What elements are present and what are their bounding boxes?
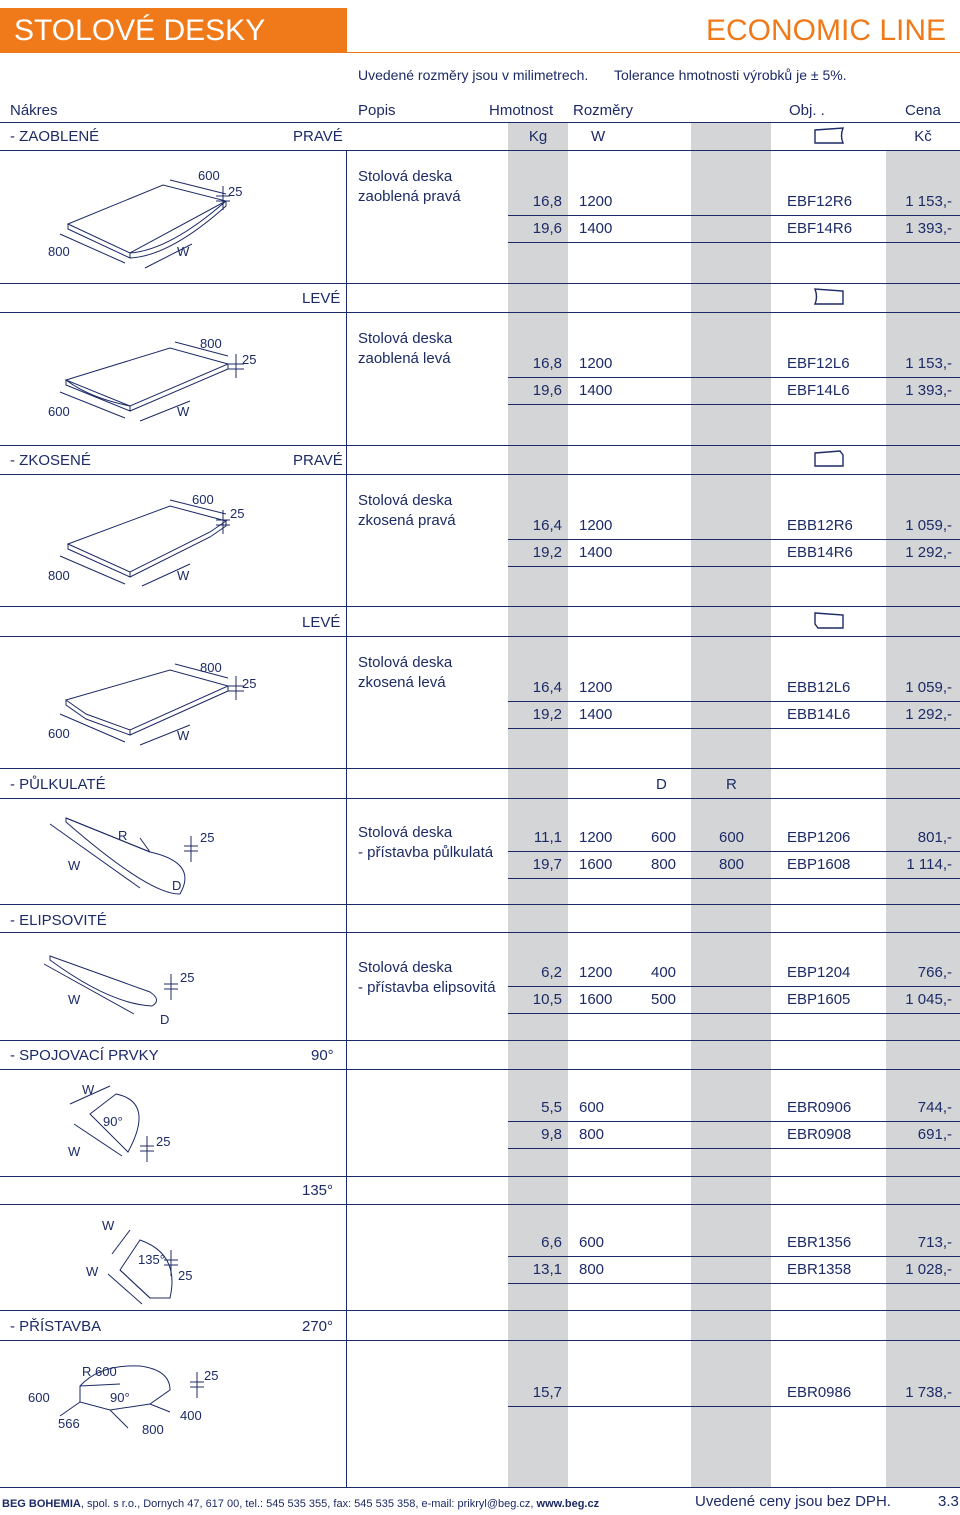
page-number: 3.3 [938,1493,959,1510]
dim-t: 25 [156,1134,171,1149]
col-d: D [656,776,667,793]
weight-cell: 5,5 [541,1099,562,1116]
section-ellipse: - ELIPSOVITÉ [10,912,107,929]
price-cell: 691,- [917,1126,952,1143]
r-cell: 800 [719,856,745,873]
d-cell: 500 [651,991,677,1008]
dim-a: 800 [200,660,222,675]
d-cell: 800 [651,856,677,873]
product-desc-2: zaoblená levá [358,350,451,367]
weight-cell: 16,8 [532,355,562,372]
order-code-cell: EBR0906 [787,1099,852,1116]
dim-t: 25 [204,1368,219,1383]
column-dimensions: Rozměry [573,102,634,119]
r-cell: 600 [719,829,745,846]
section-extension: - PŘÍSTAVBA [10,1318,102,1335]
product-desc: Stolová deska [358,492,453,509]
beveled-right-icon [813,449,845,469]
d-cell: 600 [651,829,677,846]
row-rule [0,1040,960,1041]
row-rule [0,283,960,284]
price-cell: 713,- [917,1234,952,1251]
price-cell: 1 292,- [905,544,952,561]
w-column: W [591,128,606,145]
table-row-rule [508,1283,960,1284]
dim-b: 800 [48,244,70,259]
price-cell: 1 393,- [905,220,952,237]
width-cell: 1400 [579,544,613,561]
dim-b: 600 [48,404,70,419]
table-row-rule [508,377,960,378]
price-cell: 1 045,- [905,991,952,1008]
dim-a: 600 [198,168,220,183]
table-row-rule [508,215,960,216]
width-cell: 1400 [579,220,613,237]
price-cell: 1 059,- [905,679,952,696]
dim-w2: W [68,1144,81,1159]
dim-a: 600 [28,1390,50,1405]
price-cell: 1 114,- [906,856,952,873]
section-joints-135: 135° [302,1182,334,1199]
dim-b: 800 [48,568,70,583]
order-code-cell: EBF12L6 [787,355,850,372]
dim-w: W [177,568,190,583]
order-code-cell: EBR0908 [787,1126,852,1143]
product-desc: Stolová deska [358,330,453,347]
price-column-bg [886,150,960,1488]
weight-cell: 16,4 [532,517,562,534]
product-desc-2: zkosená levá [358,674,446,691]
width-cell: 800 [579,1126,605,1143]
table-row-rule [508,539,960,540]
table-row-rule [508,1406,960,1407]
width-cell: 600 [579,1234,605,1251]
product-desc: Stolová deska [358,824,453,841]
weight-cell: 19,6 [532,382,562,399]
column-price: Cena [905,102,941,119]
ellipse-drawing [30,944,290,1027]
weight-cell: 19,2 [532,544,562,561]
width-cell: 1600 [579,856,613,873]
section-beveled: - ZKOSENÉ [10,452,91,469]
price-cell: 1 028,- [905,1261,952,1278]
footer-web[interactable]: www.beg.cz [536,1498,600,1510]
title-rule [347,52,960,53]
dim-w: W [68,992,81,1007]
row-rule [0,606,960,607]
order-code-cell: EBB14R6 [787,544,853,561]
width-cell: 800 [579,1261,605,1278]
weight-cell: 6,6 [541,1234,562,1251]
dim-b: 566 [58,1416,80,1431]
price-cell: 1 292,- [905,706,952,723]
row-rule [0,1176,960,1177]
width-cell: 1200 [579,829,613,846]
dim-b: 600 [48,726,70,741]
row-rule [0,904,960,905]
beveled-left-icon [813,611,845,631]
order-code-cell: EBP1608 [787,856,851,873]
dim-t: 25 [242,676,257,691]
order-code-cell: EBR1358 [787,1261,852,1278]
section-rounded: - ZAOBLENÉ [10,128,100,145]
separator-drawing [346,150,347,1488]
dim-c: 800 [142,1422,164,1437]
table-row-rule [508,986,960,987]
page-title: STOLOVÉ DESKY [14,14,266,47]
order-code-cell: EBF14R6 [787,220,853,237]
d-cell: 400 [651,964,677,981]
header-rule [0,122,960,123]
dim-t: 25 [200,830,215,845]
table-row-rule [508,566,960,567]
order-code-cell: EBR0986 [787,1384,852,1401]
width-cell: 1400 [579,382,613,399]
rounded-right-icon [813,126,845,146]
rounded-left-drawing [30,326,290,436]
order-code-cell: EBB12L6 [787,679,851,696]
product-line-title: ECONOMIC LINE [706,14,947,47]
order-code-cell: EBP1605 [787,991,851,1008]
section-extension-angle: 270° [302,1318,334,1335]
product-desc-2: zkosená pravá [358,512,456,529]
row-rule [0,1310,960,1311]
section-rounded-right: PRAVÉ [293,128,343,145]
weight-cell: 19,2 [532,706,562,723]
table-row-rule [508,404,960,405]
product-desc: Stolová deska [358,168,453,185]
weight-cell: 19,7 [532,856,562,873]
row-rule [0,768,960,769]
col-r: R [726,776,737,793]
section-half: - PŮLKULATÉ [10,776,106,793]
dim-angle: 90° [103,1114,123,1129]
dim-t: 25 [180,970,195,985]
joint-135-drawing [30,1214,290,1304]
rounded-right-drawing [30,164,290,274]
row-rule [0,312,960,313]
footer-company: BEG BOHEMIA [2,1498,81,1510]
price-cell: 801,- [917,829,952,846]
beveled-left-drawing [30,650,290,760]
weight-cell: 13,1 [532,1261,562,1278]
weight-cell: 16,4 [532,679,562,696]
weight-cell: 11,1 [533,829,562,846]
order-code-cell: EBB12R6 [787,517,853,534]
dim-w: W [177,404,190,419]
order-code-cell: EBF12R6 [787,193,853,210]
dim-t: 25 [228,184,243,199]
price-cell: 1 153,- [905,355,952,372]
beveled-right-drawing [30,488,290,598]
section-joints: - SPOJOVACÍ PRVKY [10,1047,159,1064]
price-unit: Kč [914,128,932,145]
row-rule [0,1069,960,1070]
units-note: Uvedené rozměry jsou v milimetrech. [358,67,589,83]
joint-90-drawing [30,1080,290,1170]
dim-a: 600 [192,492,214,507]
width-cell: 1200 [579,355,613,372]
weight-cell: 9,8 [541,1126,562,1143]
section-rounded-left: LEVÉ [302,290,341,307]
product-desc-2: - přístavba elipsovitá [358,979,496,996]
row-rule [0,445,960,446]
row-rule [0,474,960,475]
product-desc-2: - přístavba půlkulatá [358,844,494,861]
width-cell: 1600 [579,991,613,1008]
dim-t: 25 [230,506,245,521]
row-rule [0,932,960,933]
table-row-rule [508,1256,960,1257]
price-cell: 1 393,- [905,382,952,399]
table-row-rule [508,701,960,702]
footer-address: , spol. s r.o., Dornych 47, 617 00, tel.: 545 535 355, fax: 545 535 358, e-mail: prikryl@beg.cz, [80,1498,537,1510]
dim-t: 25 [178,1268,193,1283]
row-rule [0,150,960,151]
section-joints-90: 90° [311,1047,334,1064]
dim-d: D [160,1012,170,1027]
half-round-drawing [30,810,290,900]
table-row-rule [508,1121,960,1122]
weight-cell: 15,7 [532,1384,562,1401]
row-rule [0,798,960,799]
dim-w: W [177,244,190,259]
dim-r: R 600 [82,1364,117,1379]
price-cell: 1 738,- [905,1384,952,1401]
footer [0,1488,960,1515]
dim-d: 400 [180,1408,202,1423]
dim-w1: W [102,1218,115,1233]
dim-t: 25 [242,352,257,367]
dim-w1: W [82,1082,95,1097]
dim-w: W [177,728,190,743]
table-row-rule [508,878,960,879]
product-desc-2: zaoblená pravá [358,188,461,205]
table-row-rule [508,1148,960,1149]
weight-unit: Kg [528,128,548,145]
order-code-cell: EBP1206 [787,829,851,846]
extension-drawing [20,1350,280,1450]
order-code-cell: EBF14L6 [787,382,850,399]
table-row-rule [508,851,960,852]
width-cell: 1200 [579,679,613,696]
section-beveled-right: PRAVÉ [293,452,343,469]
footer-company-line [2,1495,599,1513]
tolerance-note: Tolerance hmotnosti výrobků je ± 5%. [614,67,847,83]
width-cell: 1400 [579,706,613,723]
weight-cell: 16,8 [532,193,562,210]
weight-cell: 10,5 [532,991,562,1008]
table-row-rule [508,728,960,729]
table-row-rule [508,1013,960,1014]
order-code-cell: EBP1204 [787,964,851,981]
width-cell: 600 [579,1099,605,1116]
dim-angle: 90° [110,1390,130,1405]
product-desc: Stolová deska [358,654,453,671]
order-code-cell: EBB14L6 [787,706,851,723]
row-rule [0,1340,960,1341]
dim-r: R [118,828,128,843]
column-drawing: Nákres [10,102,58,119]
weight-cell: 19,6 [532,220,562,237]
price-cell: 766,- [917,964,952,981]
dim-w: W [68,858,81,873]
product-desc: Stolová deska [358,959,453,976]
rounded-left-icon [813,287,845,307]
dim-w2: W [86,1264,99,1279]
weight-cell: 6,2 [541,964,562,981]
dim-d: D [172,878,182,893]
column-order-no: Obj. . [789,102,825,119]
footer-vat-note: Uvedené ceny jsou bez DPH. [695,1493,891,1510]
column-weight: Hmotnost [489,102,554,119]
width-cell: 1200 [579,517,613,534]
row-rule [0,636,960,637]
dim-a: 800 [200,336,222,351]
width-cell: 1200 [579,193,613,210]
column-description: Popis [358,102,396,119]
price-cell: 744,- [917,1099,952,1116]
table-row-rule [508,242,960,243]
price-cell: 1 059,- [905,517,952,534]
price-cell: 1 153,- [905,193,952,210]
section-beveled-left: LEVÉ [302,614,341,631]
width-cell: 1200 [579,964,613,981]
row-rule [0,1204,960,1205]
order-code-cell: EBR1356 [787,1234,852,1251]
dim-angle: 135° [138,1252,165,1267]
